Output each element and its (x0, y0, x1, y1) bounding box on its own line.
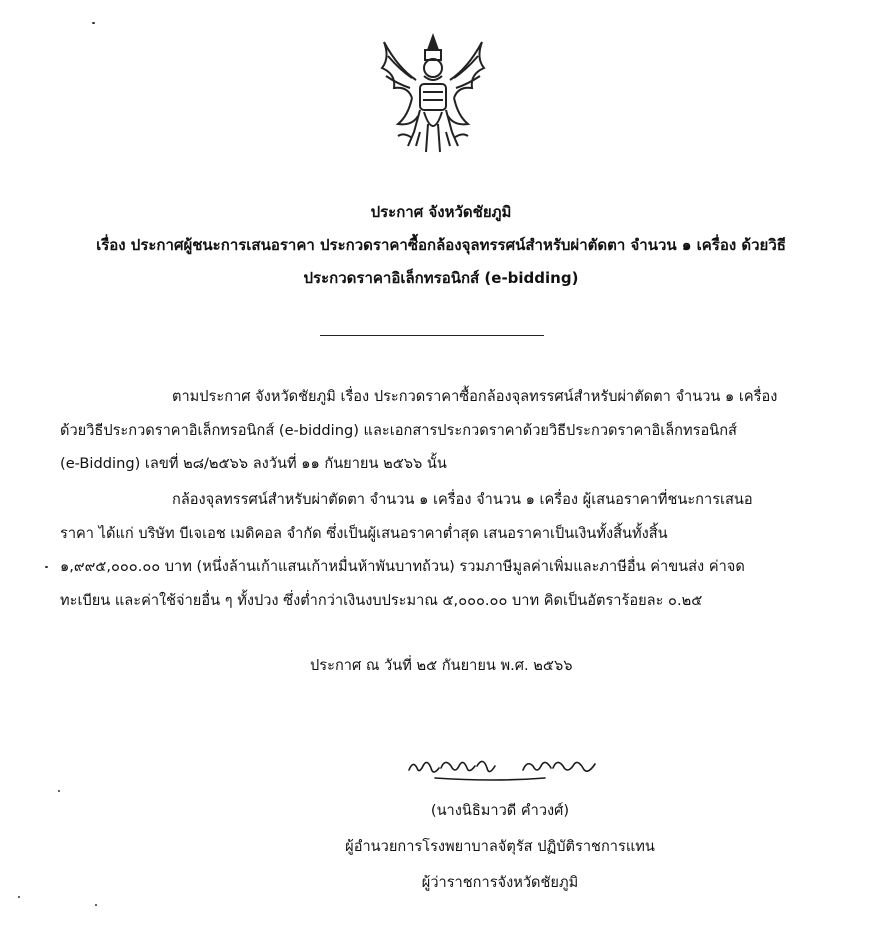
paragraph-line: (e-Bidding) เลขที่ ๒๘/๒๕๖๖ ลงวันที่ ๑๑ กันยายน ๒๕๖๖ นั้น (60, 455, 447, 472)
handwritten-signature (405, 748, 605, 784)
document-title-block (40, 196, 842, 295)
title-divider (320, 335, 544, 336)
signer-position: ผู้อำนวยการโรงพยาบาลจัตุรัส ปฏิบัติราชการแทน (345, 838, 655, 855)
paragraph-line: ด้วยวิธีประกวดราคาอิเล็กทรอนิกส์ (e-bidding) และเอกสารประกวดราคาด้วยวิธีประกวดราคาอิเล็กทรอนิกส์ (60, 421, 737, 439)
paragraph-line: ราคา ได้แก่ บริษัท บีเจเอช เมดิคอล จำกัด ซึ่งเป็นผู้เสนอราคาต่ำสุด เสนอราคาเป็นเงินทั้งสิ้นทั้งสิ้น (60, 524, 668, 542)
garuda-emblem-icon (368, 28, 498, 156)
body-paragraph-1 (60, 380, 808, 481)
document-heading: ประกาศ จังหวัดชัยภูมิ (370, 203, 512, 221)
signer-authority: ผู้ว่าราชการจังหวัดชัยภูมิ (421, 874, 579, 891)
paragraph-line: ตามประกาศ จังหวัดชัยภูมิ เรื่อง ประกวดราคาซื้อกล้องจุลทรรศน์สำหรับผ่าตัดตา จำนวน ๑ เครื่อง (172, 388, 778, 405)
document-subject-line2: ประกวดราคาอิเล็กทรอนิกส์ (e-bidding) (303, 269, 579, 287)
scan-speck (58, 790, 60, 792)
body-paragraph-2 (60, 483, 808, 617)
announcement-date: ประกาศ ณ วันที่ ๒๕ กันยายน พ.ศ. ๒๕๖๖ (310, 657, 573, 674)
scan-speck (45, 566, 48, 568)
paragraph-line: กล้องจุลทรรศน์สำหรับผ่าตัดตา จำนวน ๑ เครื่อง จำนวน ๑ เครื่อง ผู้เสนอราคาที่ชนะการเสนอ (172, 491, 753, 508)
paragraph-line: ๑,๙๙๕,๐๐๐.๐๐ บาท (หนึ่งล้านเก้าแสนเก้าหมื่นห้าพันบาทถ้วน) รวมภาษีมูลค่าเพิ่มและภาษีอื่น ค่าขนส่ง ค่าจด (60, 558, 745, 575)
paragraph-line: ทะเบียน และค่าใช้จ่ายอื่น ๆ ทั้งปวง ซึ่งต่ำกว่าเงินงบประมาณ ๕,๐๐๐.๐๐ บาท คิดเป็นอัตราร้อยละ ๐.๒๕ (60, 591, 703, 609)
signer-name: (นางนิธิมาวดี คำวงศ์) (430, 802, 570, 819)
scan-speck (95, 904, 97, 906)
scan-speck (18, 896, 20, 898)
signatory-block (300, 793, 700, 901)
scan-speck (92, 22, 95, 24)
document-subject-line1: เรื่อง ประกาศผู้ชนะการเสนอราคา ประกวดราคาซื้อกล้องจุลทรรศน์สำหรับผ่าตัดตา จำนวน ๑ เครื่อง ด้วยวิธี (96, 236, 786, 254)
